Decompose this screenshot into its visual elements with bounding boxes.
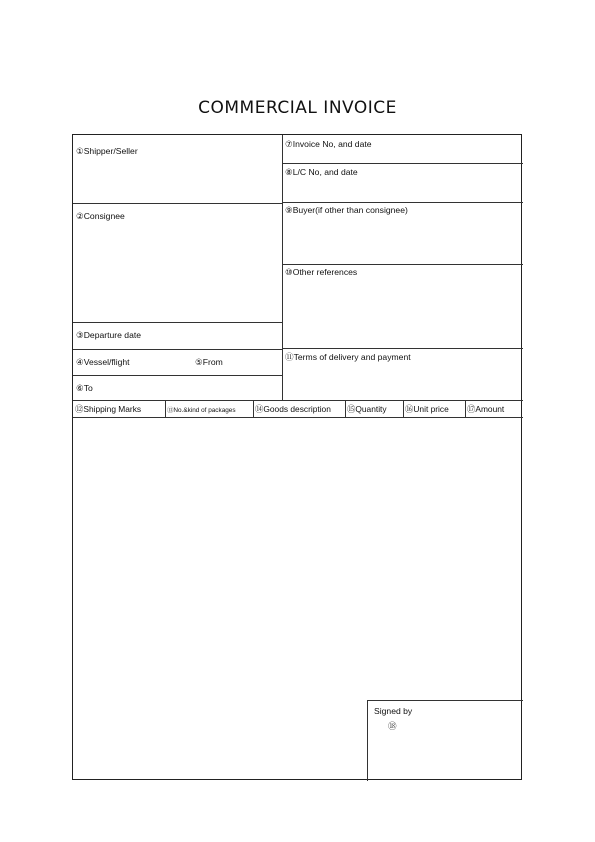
invoice-no-label: ⑦Invoice No, and date xyxy=(285,139,372,149)
shipper-bottom-line xyxy=(73,203,282,204)
col-divider xyxy=(403,400,404,417)
to-label: ⑥To xyxy=(76,383,93,393)
column-header-unit-price: ⑯Unit price xyxy=(405,404,449,414)
vessel-bottom-line xyxy=(73,375,282,376)
departure-bottom-line xyxy=(73,349,282,350)
terms-label: ⑪Terms of delivery and payment xyxy=(285,352,411,362)
col-divider xyxy=(165,400,166,417)
column-header-quantity: ⑮Quantity xyxy=(347,404,387,414)
signed-by-label: Signed by xyxy=(374,706,413,716)
consignee-bottom-line xyxy=(73,322,282,323)
signature-box-top xyxy=(367,700,523,701)
other-refs-bottom-line xyxy=(282,348,523,349)
signature-mark: ⑱ xyxy=(388,721,397,731)
buyer-bottom-line xyxy=(282,264,523,265)
vessel-flight-label: ④Vessel/flight xyxy=(76,357,130,367)
signature-box-left xyxy=(367,700,368,781)
column-header-packages: ⑬No.&kind of packages xyxy=(167,407,236,414)
lc-no-label: ⑧L/C No, and date xyxy=(285,167,358,177)
column-header-goods-description: ⑭Goods description xyxy=(255,404,331,414)
lc-bottom-line xyxy=(282,202,523,203)
departure-date-label: ③Departure date xyxy=(76,330,142,340)
shipper-label: ①Shipper/Seller xyxy=(76,146,138,156)
other-references-label: ⑩Other references xyxy=(285,267,358,277)
top-section-divider xyxy=(282,135,283,400)
column-header-shipping-marks: ⑫Shipping Marks xyxy=(75,404,142,414)
col-divider xyxy=(465,400,466,417)
invoice-bottom-line xyxy=(282,163,523,164)
col-divider xyxy=(345,400,346,417)
header-bottom-line xyxy=(73,417,523,418)
col-divider xyxy=(253,400,254,417)
consignee-label: ②Consignee xyxy=(76,211,125,221)
header-top-line xyxy=(73,400,523,401)
page-title: COMMERCIAL INVOICE xyxy=(198,98,397,118)
from-label: ⑤From xyxy=(195,357,223,367)
column-header-amount: ⑰Amount xyxy=(467,404,505,414)
invoice-form xyxy=(72,134,522,780)
buyer-label: ⑨Buyer(if other than consignee) xyxy=(285,205,408,215)
